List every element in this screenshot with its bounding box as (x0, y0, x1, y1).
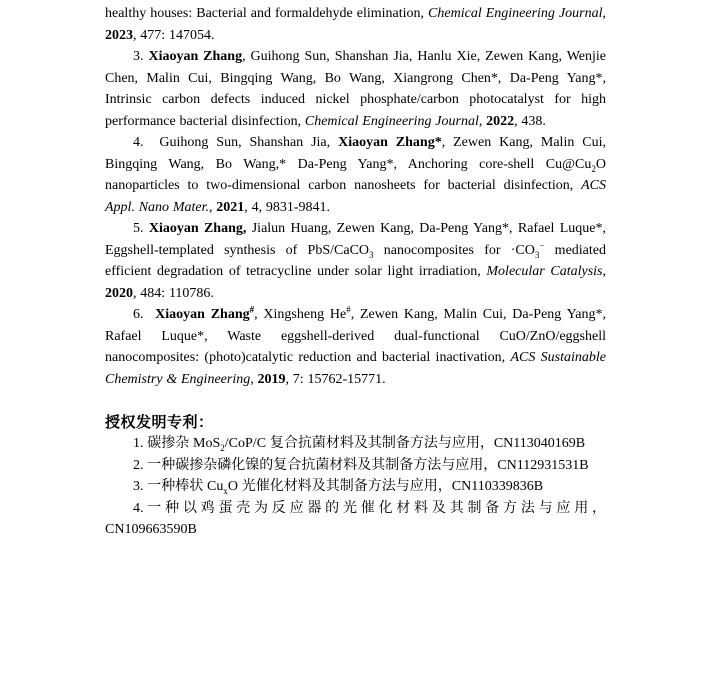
publication-entry: 6. Xiaoyan Zhang#, Xingsheng He#, Zewen Kang, Malin Cui, Da-Peng Yang*, Rafael Luque*, Waste eggshell-derived dual-functional CuO/ZnO/eggshell nanocomposites: (photo)catalytic reduction and bacterial inactivation, ACS Sustainable Chemistry & Engineering, 2019, 7: 15762-15771. (105, 304, 606, 387)
patent-entry: 1. 碳掺杂 MoS$_2$/CoP/C 复合抗菌材料及其制备方法与应用，CN113040169B (133, 436, 586, 453)
patent-entry: 3. 一种棒状 $Cu_xO$ 光催化材料及其制备方法与应用，CN110339836B (133, 479, 544, 496)
patent-entry: CN109663590B (105, 522, 197, 537)
patent-entry: 2. 一种碳掺杂磷化镍的复合抗菌材料及其制备方法与应用，CN112931531B (133, 457, 589, 473)
publications-section (105, 3, 606, 390)
publication-entry: healthy houses: Bacterial and formaldehyde elimination, Chemical Engineering Journal, 2023, 477: 147054. (105, 6, 606, 43)
publication-entry: 4. Guihong Sun, Shanshan Jia, Xiaoyan Zhang*, Zewen Kang, Malin Cui, Bingqing Wang, Bo Wang,* Da-Peng Yang*, Anchoring core-shell $Cu@Cu_2O$ nanoparticles to two-dimensional carbon nanosheets for bacterial disinfection, ACS Appl. Nano Mater., 2021, 4, 9831-9841. (105, 135, 606, 215)
patents-heading: 授权发明专利： (105, 413, 214, 431)
patents-section (105, 433, 606, 541)
publication-entry: 5. Xiaoyan Zhang, Jialun Huang, Zewen Kang, Da-Peng Yang*, Rafael Luque*, Eggshell-templated synthesis of PbS/CaCO$_3$ nanocomposites for $\cdot CO_3^-$ mediated efficient degradation of tetracycline under solar light irradiation, Molecular Catalysis, 2020, 484: 110786. (105, 221, 606, 301)
publication-entry: 3. Xiaoyan Zhang, Guihong Sun, Shanshan Jia, Hanlu Xie, Zewen Kang, Wenjie Chen, Malin Cui, Bingqing Wang, Bo Wang, Xiangrong Chen*, Da-Peng Yang*, Intrinsic carbon defects induced nickel phosphate/carbon photocatalyst for high performance bacterial disinfection, Chemical Engineering Journal, 2022, 438. (105, 49, 607, 129)
patent-entry: 4. 一 种 以 鸡 蛋 壳 为 反 应 器 的 光 催 化 材 料 及 其 制 备 方 法 与 应 用 ， (133, 500, 606, 516)
